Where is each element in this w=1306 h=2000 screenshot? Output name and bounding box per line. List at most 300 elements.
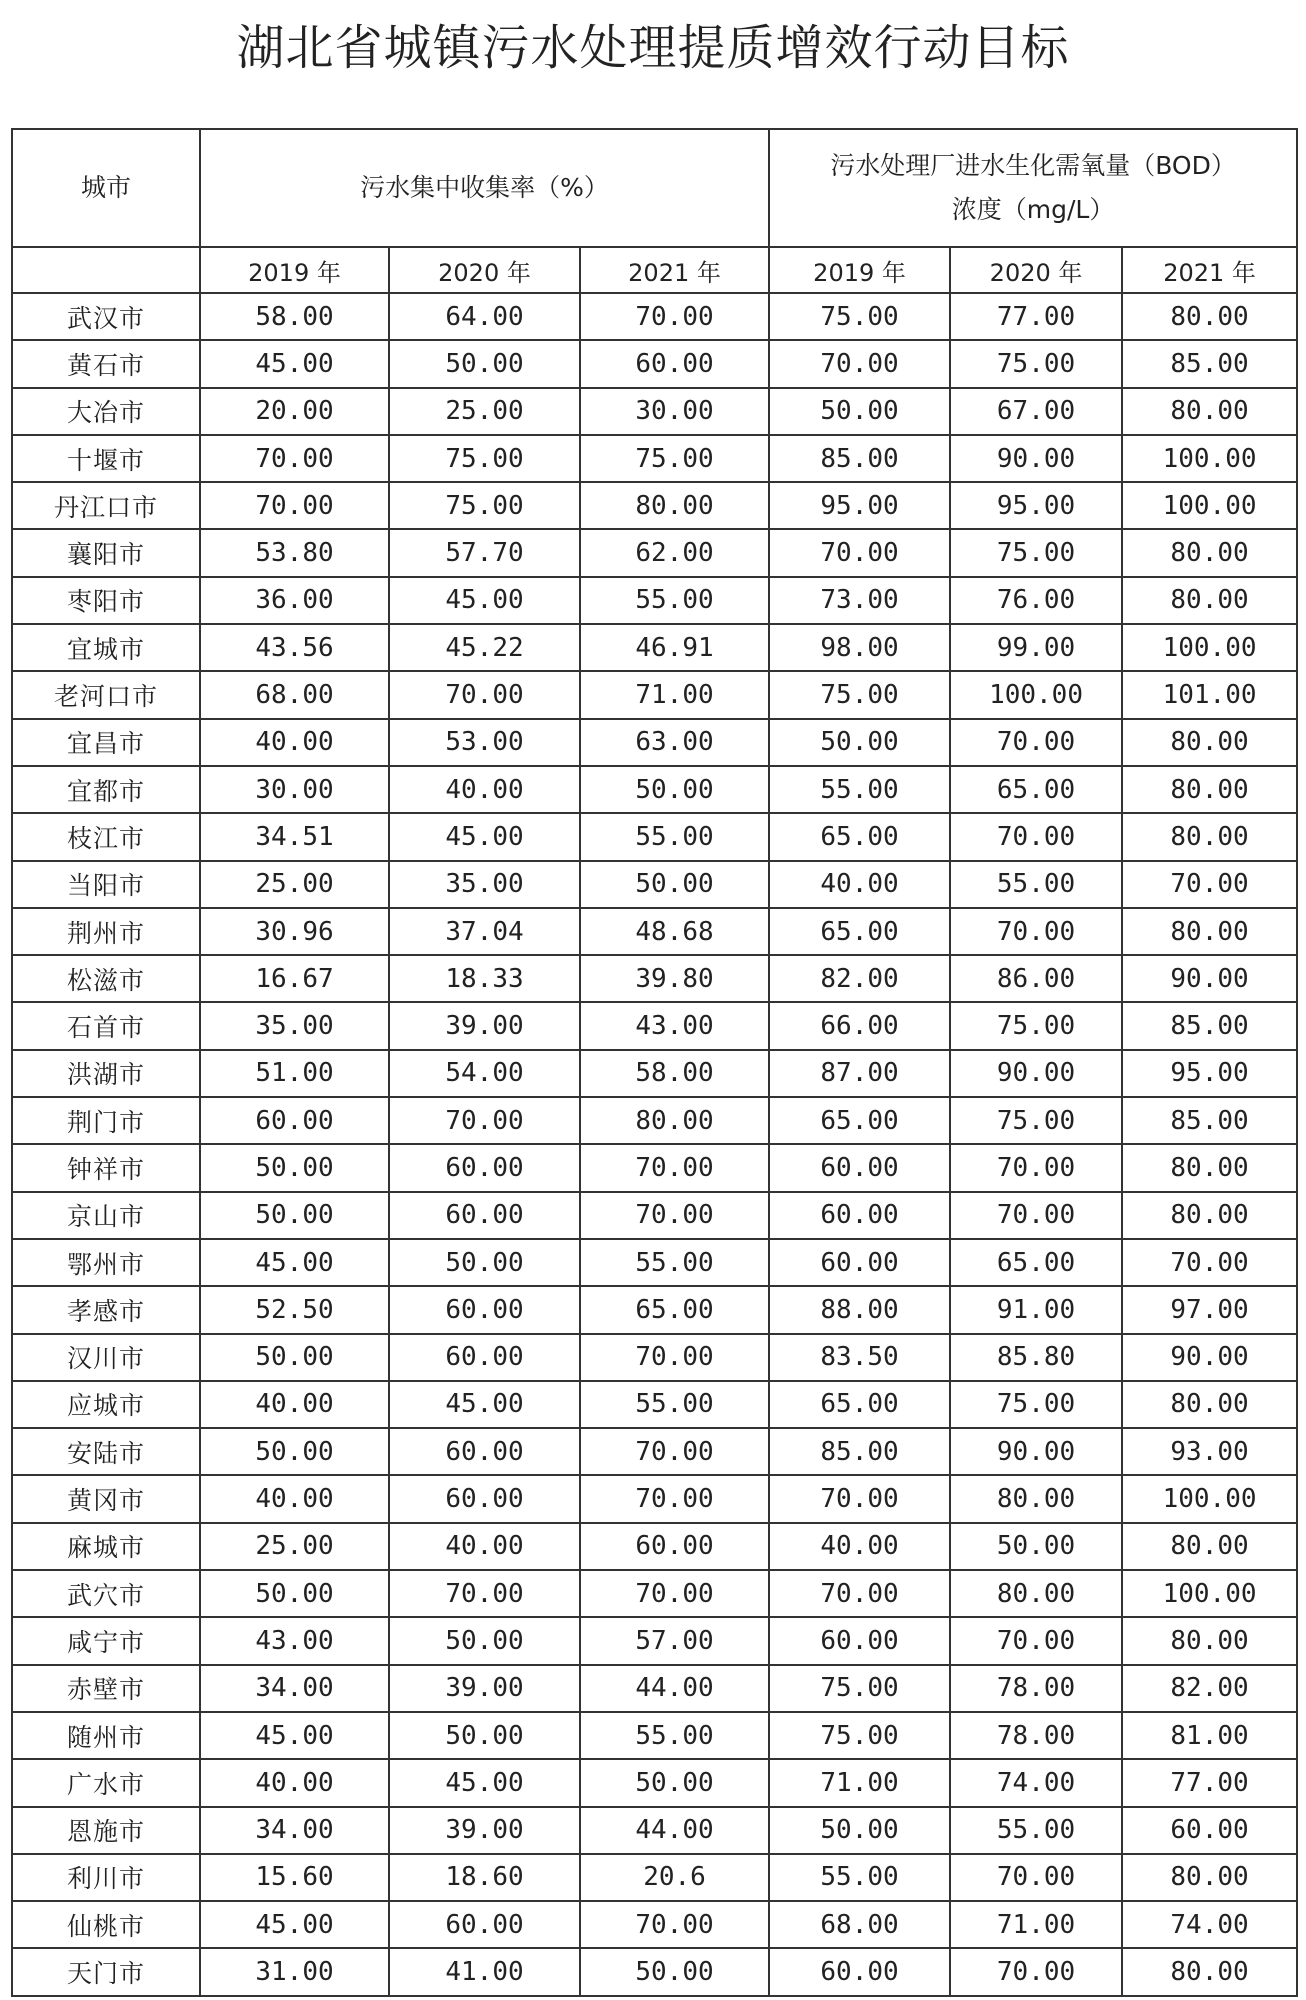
value-cell: 60.00 (580, 1523, 769, 1570)
value-cell: 16.67 (200, 955, 389, 1002)
table-row (12, 955, 1297, 1002)
value-cell: 70.00 (769, 1475, 950, 1522)
value-cell: 75.00 (389, 435, 580, 482)
value-cell: 81.00 (1122, 1712, 1297, 1759)
value-cell: 60.00 (769, 1617, 950, 1664)
value-cell: 18.60 (389, 1854, 580, 1901)
value-cell: 25.00 (200, 1523, 389, 1570)
table-row (12, 340, 1297, 387)
value-cell: 70.00 (950, 908, 1122, 955)
value-cell: 51.00 (200, 1050, 389, 1097)
value-cell: 60.00 (769, 1948, 950, 1995)
value-cell: 95.00 (769, 482, 950, 529)
value-cell: 80.00 (1122, 1381, 1297, 1428)
value-cell: 74.00 (950, 1759, 1122, 1806)
value-cell: 25.00 (200, 861, 389, 908)
city-cell: 随州市 (12, 1712, 200, 1759)
value-cell: 60.00 (769, 1144, 950, 1191)
value-cell: 55.00 (580, 1381, 769, 1428)
value-cell: 50.00 (200, 1570, 389, 1617)
value-cell: 39.80 (580, 955, 769, 1002)
value-cell: 60.00 (1122, 1807, 1297, 1854)
value-cell: 77.00 (1122, 1759, 1297, 1806)
table-row (12, 482, 1297, 529)
value-cell: 55.00 (769, 766, 950, 813)
value-cell: 70.00 (200, 435, 389, 482)
value-cell: 44.00 (580, 1807, 769, 1854)
value-cell: 100.00 (1122, 1475, 1297, 1522)
city-cell: 武汉市 (12, 293, 200, 340)
value-cell: 35.00 (200, 1002, 389, 1049)
value-cell: 70.00 (950, 719, 1122, 766)
value-cell: 67.00 (950, 388, 1122, 435)
value-cell: 34.00 (200, 1665, 389, 1712)
value-cell: 64.00 (389, 293, 580, 340)
value-cell: 77.00 (950, 293, 1122, 340)
city-cell: 枝江市 (12, 813, 200, 860)
value-cell: 45.00 (200, 340, 389, 387)
value-cell: 50.00 (580, 861, 769, 908)
table-row (12, 529, 1297, 576)
value-cell: 68.00 (200, 671, 389, 718)
value-cell: 55.00 (580, 813, 769, 860)
value-cell: 50.00 (580, 1759, 769, 1806)
value-cell: 50.00 (580, 766, 769, 813)
value-cell: 78.00 (950, 1712, 1122, 1759)
value-cell: 43.00 (580, 1002, 769, 1049)
value-cell: 70.00 (950, 1144, 1122, 1191)
city-cell: 麻城市 (12, 1523, 200, 1570)
value-cell: 85.00 (1122, 1002, 1297, 1049)
value-cell: 66.00 (769, 1002, 950, 1049)
value-cell: 45.22 (389, 624, 580, 671)
table-row (12, 435, 1297, 482)
value-cell: 40.00 (389, 766, 580, 813)
value-cell: 45.00 (200, 1901, 389, 1948)
value-cell: 100.00 (1122, 1570, 1297, 1617)
value-cell: 20.6 (580, 1854, 769, 1901)
value-cell: 80.00 (1122, 529, 1297, 576)
city-cell: 老河口市 (12, 671, 200, 718)
value-cell: 80.00 (1122, 1617, 1297, 1664)
value-cell: 40.00 (389, 1523, 580, 1570)
value-cell: 80.00 (1122, 1144, 1297, 1191)
header-row (12, 129, 1297, 247)
table-row (12, 766, 1297, 813)
table-row (12, 908, 1297, 955)
value-cell: 70.00 (769, 529, 950, 576)
value-cell: 50.00 (389, 1239, 580, 1286)
table-row (12, 1617, 1297, 1664)
value-cell: 75.00 (769, 1665, 950, 1712)
value-cell: 40.00 (769, 1523, 950, 1570)
value-cell: 65.00 (769, 908, 950, 955)
value-cell: 98.00 (769, 624, 950, 671)
value-cell: 71.00 (580, 671, 769, 718)
year-header: 2020 年 (389, 247, 580, 293)
value-cell: 65.00 (769, 1381, 950, 1428)
value-cell: 97.00 (1122, 1286, 1297, 1333)
year-row-spacer (12, 247, 200, 293)
city-cell: 黄冈市 (12, 1475, 200, 1522)
value-cell: 100.00 (1122, 624, 1297, 671)
value-cell: 75.00 (389, 482, 580, 529)
year-header: 2021 年 (1122, 247, 1297, 293)
table-row (12, 1239, 1297, 1286)
value-cell: 70.00 (580, 1144, 769, 1191)
value-cell: 57.00 (580, 1617, 769, 1664)
value-cell: 71.00 (950, 1901, 1122, 1948)
value-cell: 39.00 (389, 1807, 580, 1854)
value-cell: 50.00 (389, 1712, 580, 1759)
table-row (12, 1097, 1297, 1144)
value-cell: 90.00 (1122, 955, 1297, 1002)
value-cell: 76.00 (950, 577, 1122, 624)
value-cell: 45.00 (389, 1759, 580, 1806)
table-row (12, 1381, 1297, 1428)
value-cell: 82.00 (1122, 1665, 1297, 1712)
city-cell: 恩施市 (12, 1807, 200, 1854)
value-cell: 53.00 (389, 719, 580, 766)
table-row (12, 1948, 1297, 1995)
table-row (12, 1475, 1297, 1522)
value-cell: 58.00 (580, 1050, 769, 1097)
value-cell: 88.00 (769, 1286, 950, 1333)
value-cell: 80.00 (1122, 766, 1297, 813)
value-cell: 40.00 (200, 1381, 389, 1428)
city-cell: 黄石市 (12, 340, 200, 387)
city-cell: 利川市 (12, 1854, 200, 1901)
value-cell: 100.00 (1122, 482, 1297, 529)
value-cell: 73.00 (769, 577, 950, 624)
city-cell: 天门市 (12, 1948, 200, 1995)
targets-table (11, 128, 1298, 1997)
value-cell: 40.00 (200, 719, 389, 766)
value-cell: 50.00 (769, 388, 950, 435)
value-cell: 25.00 (389, 388, 580, 435)
value-cell: 75.00 (950, 1381, 1122, 1428)
value-cell: 65.00 (769, 1097, 950, 1144)
value-cell: 70.00 (389, 1570, 580, 1617)
bod-header-line2: 浓度（mg/L） (951, 195, 1115, 224)
value-cell: 70.00 (1122, 1239, 1297, 1286)
value-cell: 80.00 (1122, 1948, 1297, 1995)
value-cell: 86.00 (950, 955, 1122, 1002)
value-cell: 20.00 (200, 388, 389, 435)
value-cell: 70.00 (950, 1854, 1122, 1901)
city-cell: 宜都市 (12, 766, 200, 813)
value-cell: 70.00 (389, 671, 580, 718)
city-column-header: 城市 (12, 129, 200, 247)
value-cell: 39.00 (389, 1665, 580, 1712)
city-cell: 赤壁市 (12, 1665, 200, 1712)
value-cell: 31.00 (200, 1948, 389, 1995)
value-cell: 60.00 (389, 1428, 580, 1475)
city-cell: 宜昌市 (12, 719, 200, 766)
value-cell: 62.00 (580, 529, 769, 576)
value-cell: 70.00 (950, 1617, 1122, 1664)
value-cell: 70.00 (950, 813, 1122, 860)
value-cell: 52.50 (200, 1286, 389, 1333)
value-cell: 50.00 (200, 1428, 389, 1475)
value-cell: 90.00 (950, 435, 1122, 482)
table-row (12, 1665, 1297, 1712)
table-row (12, 1334, 1297, 1381)
value-cell: 75.00 (950, 1002, 1122, 1049)
table-row (12, 1759, 1297, 1806)
value-cell: 55.00 (950, 1807, 1122, 1854)
year-header: 2019 年 (200, 247, 389, 293)
city-cell: 汉川市 (12, 1334, 200, 1381)
city-cell: 宜城市 (12, 624, 200, 671)
value-cell: 34.51 (200, 813, 389, 860)
value-cell: 75.00 (769, 1712, 950, 1759)
value-cell: 68.00 (769, 1901, 950, 1948)
value-cell: 80.00 (950, 1475, 1122, 1522)
table-row (12, 719, 1297, 766)
value-cell: 45.00 (200, 1712, 389, 1759)
value-cell: 90.00 (950, 1428, 1122, 1475)
year-header: 2021 年 (580, 247, 769, 293)
value-cell: 50.00 (580, 1948, 769, 1995)
value-cell: 93.00 (1122, 1428, 1297, 1475)
city-cell: 安陆市 (12, 1428, 200, 1475)
table-row (12, 624, 1297, 671)
table-row (12, 293, 1297, 340)
value-cell: 80.00 (1122, 1192, 1297, 1239)
value-cell: 65.00 (580, 1286, 769, 1333)
value-cell: 50.00 (200, 1334, 389, 1381)
value-cell: 44.00 (580, 1665, 769, 1712)
value-cell: 60.00 (200, 1097, 389, 1144)
table-row (12, 1192, 1297, 1239)
value-cell: 85.00 (1122, 1097, 1297, 1144)
value-cell: 30.00 (200, 766, 389, 813)
value-cell: 45.00 (389, 1381, 580, 1428)
value-cell: 85.00 (769, 1428, 950, 1475)
city-cell: 武穴市 (12, 1570, 200, 1617)
table-row (12, 671, 1297, 718)
value-cell: 50.00 (769, 719, 950, 766)
value-cell: 57.70 (389, 529, 580, 576)
value-cell: 80.00 (1122, 1523, 1297, 1570)
value-cell: 95.00 (1122, 1050, 1297, 1097)
value-cell: 30.00 (580, 388, 769, 435)
value-cell: 43.56 (200, 624, 389, 671)
value-cell: 100.00 (950, 671, 1122, 718)
bod-header (769, 129, 1297, 247)
value-cell: 70.00 (769, 1570, 950, 1617)
value-cell: 71.00 (769, 1759, 950, 1806)
value-cell: 80.00 (1122, 1854, 1297, 1901)
value-cell: 82.00 (769, 955, 950, 1002)
city-cell: 襄阳市 (12, 529, 200, 576)
table-row (12, 1050, 1297, 1097)
city-cell: 京山市 (12, 1192, 200, 1239)
city-cell: 鄂州市 (12, 1239, 200, 1286)
value-cell: 50.00 (200, 1192, 389, 1239)
table-row (12, 388, 1297, 435)
table-row (12, 1002, 1297, 1049)
value-cell: 55.00 (950, 861, 1122, 908)
value-cell: 83.50 (769, 1334, 950, 1381)
value-cell: 45.00 (389, 577, 580, 624)
value-cell: 50.00 (389, 1617, 580, 1664)
value-cell: 70.00 (580, 293, 769, 340)
value-cell: 80.00 (950, 1570, 1122, 1617)
value-cell: 60.00 (769, 1192, 950, 1239)
city-cell: 石首市 (12, 1002, 200, 1049)
table-row (12, 861, 1297, 908)
value-cell: 60.00 (389, 1192, 580, 1239)
value-cell: 40.00 (200, 1759, 389, 1806)
value-cell: 78.00 (950, 1665, 1122, 1712)
value-cell: 75.00 (769, 671, 950, 718)
table-row (12, 1144, 1297, 1191)
value-cell: 70.00 (580, 1428, 769, 1475)
city-cell: 十堰市 (12, 435, 200, 482)
value-cell: 60.00 (580, 340, 769, 387)
city-cell: 当阳市 (12, 861, 200, 908)
value-cell: 60.00 (389, 1475, 580, 1522)
value-cell: 70.00 (950, 1192, 1122, 1239)
value-cell: 75.00 (769, 293, 950, 340)
value-cell: 37.04 (389, 908, 580, 955)
value-cell: 34.00 (200, 1807, 389, 1854)
value-cell: 87.00 (769, 1050, 950, 1097)
value-cell: 80.00 (1122, 719, 1297, 766)
value-cell: 15.60 (200, 1854, 389, 1901)
value-cell: 75.00 (950, 340, 1122, 387)
value-cell: 60.00 (769, 1239, 950, 1286)
value-cell: 55.00 (580, 1712, 769, 1759)
value-cell: 58.00 (200, 293, 389, 340)
value-cell: 50.00 (769, 1807, 950, 1854)
value-cell: 74.00 (1122, 1901, 1297, 1948)
value-cell: 45.00 (389, 813, 580, 860)
city-cell: 咸宁市 (12, 1617, 200, 1664)
value-cell: 43.00 (200, 1617, 389, 1664)
value-cell: 65.00 (769, 813, 950, 860)
value-cell: 60.00 (389, 1286, 580, 1333)
table-row (12, 1807, 1297, 1854)
value-cell: 80.00 (1122, 908, 1297, 955)
table-row (12, 577, 1297, 624)
city-cell: 枣阳市 (12, 577, 200, 624)
value-cell: 80.00 (1122, 388, 1297, 435)
value-cell: 70.00 (580, 1901, 769, 1948)
value-cell: 40.00 (200, 1475, 389, 1522)
table-row (12, 1901, 1297, 1948)
city-cell: 孝感市 (12, 1286, 200, 1333)
table-body (12, 293, 1297, 1996)
value-cell: 100.00 (1122, 435, 1297, 482)
value-cell: 91.00 (950, 1286, 1122, 1333)
value-cell: 50.00 (389, 340, 580, 387)
table-row (12, 1428, 1297, 1475)
collection-rate-header: 污水集中收集率（%） (200, 129, 769, 247)
table-row (12, 1570, 1297, 1617)
value-cell: 70.00 (769, 340, 950, 387)
year-header: 2020 年 (950, 247, 1122, 293)
table-row (12, 813, 1297, 860)
city-cell: 仙桃市 (12, 1901, 200, 1948)
value-cell: 41.00 (389, 1948, 580, 1995)
value-cell: 53.80 (200, 529, 389, 576)
value-cell: 63.00 (580, 719, 769, 766)
table-row (12, 1286, 1297, 1333)
value-cell: 54.00 (389, 1050, 580, 1097)
value-cell: 80.00 (580, 482, 769, 529)
table-row (12, 1712, 1297, 1759)
value-cell: 70.00 (580, 1475, 769, 1522)
city-cell: 松滋市 (12, 955, 200, 1002)
value-cell: 85.80 (950, 1334, 1122, 1381)
value-cell: 35.00 (389, 861, 580, 908)
value-cell: 70.00 (580, 1192, 769, 1239)
value-cell: 46.91 (580, 624, 769, 671)
value-cell: 70.00 (200, 482, 389, 529)
city-cell: 洪湖市 (12, 1050, 200, 1097)
value-cell: 65.00 (950, 1239, 1122, 1286)
bod-header-line1: 污水处理厂进水生化需氧量（BOD） (830, 151, 1236, 180)
value-cell: 39.00 (389, 1002, 580, 1049)
city-cell: 大冶市 (12, 388, 200, 435)
value-cell: 50.00 (950, 1523, 1122, 1570)
value-cell: 55.00 (580, 577, 769, 624)
city-cell: 荆门市 (12, 1097, 200, 1144)
value-cell: 70.00 (1122, 861, 1297, 908)
value-cell: 80.00 (1122, 293, 1297, 340)
value-cell: 75.00 (950, 529, 1122, 576)
value-cell: 65.00 (950, 766, 1122, 813)
value-cell: 55.00 (769, 1854, 950, 1901)
value-cell: 85.00 (1122, 340, 1297, 387)
value-cell: 101.00 (1122, 671, 1297, 718)
value-cell: 55.00 (580, 1239, 769, 1286)
value-cell: 70.00 (389, 1097, 580, 1144)
table-row (12, 1854, 1297, 1901)
year-row (12, 247, 1297, 293)
value-cell: 48.68 (580, 908, 769, 955)
city-cell: 应城市 (12, 1381, 200, 1428)
value-cell: 75.00 (580, 435, 769, 482)
city-cell: 钟祥市 (12, 1144, 200, 1191)
value-cell: 30.96 (200, 908, 389, 955)
city-cell: 荆州市 (12, 908, 200, 955)
year-header: 2019 年 (769, 247, 950, 293)
value-cell: 99.00 (950, 624, 1122, 671)
value-cell: 70.00 (580, 1570, 769, 1617)
value-cell: 60.00 (389, 1901, 580, 1948)
value-cell: 60.00 (389, 1334, 580, 1381)
value-cell: 75.00 (950, 1097, 1122, 1144)
value-cell: 60.00 (389, 1144, 580, 1191)
value-cell: 80.00 (580, 1097, 769, 1144)
value-cell: 70.00 (950, 1948, 1122, 1995)
page-title: 湖北省城镇污水处理提质增效行动目标 (236, 20, 1070, 76)
value-cell: 95.00 (950, 482, 1122, 529)
value-cell: 36.00 (200, 577, 389, 624)
value-cell: 40.00 (769, 861, 950, 908)
value-cell: 85.00 (769, 435, 950, 482)
value-cell: 70.00 (580, 1334, 769, 1381)
city-cell: 广水市 (12, 1759, 200, 1806)
value-cell: 50.00 (200, 1144, 389, 1191)
value-cell: 45.00 (200, 1239, 389, 1286)
value-cell: 18.33 (389, 955, 580, 1002)
table-row (12, 1523, 1297, 1570)
